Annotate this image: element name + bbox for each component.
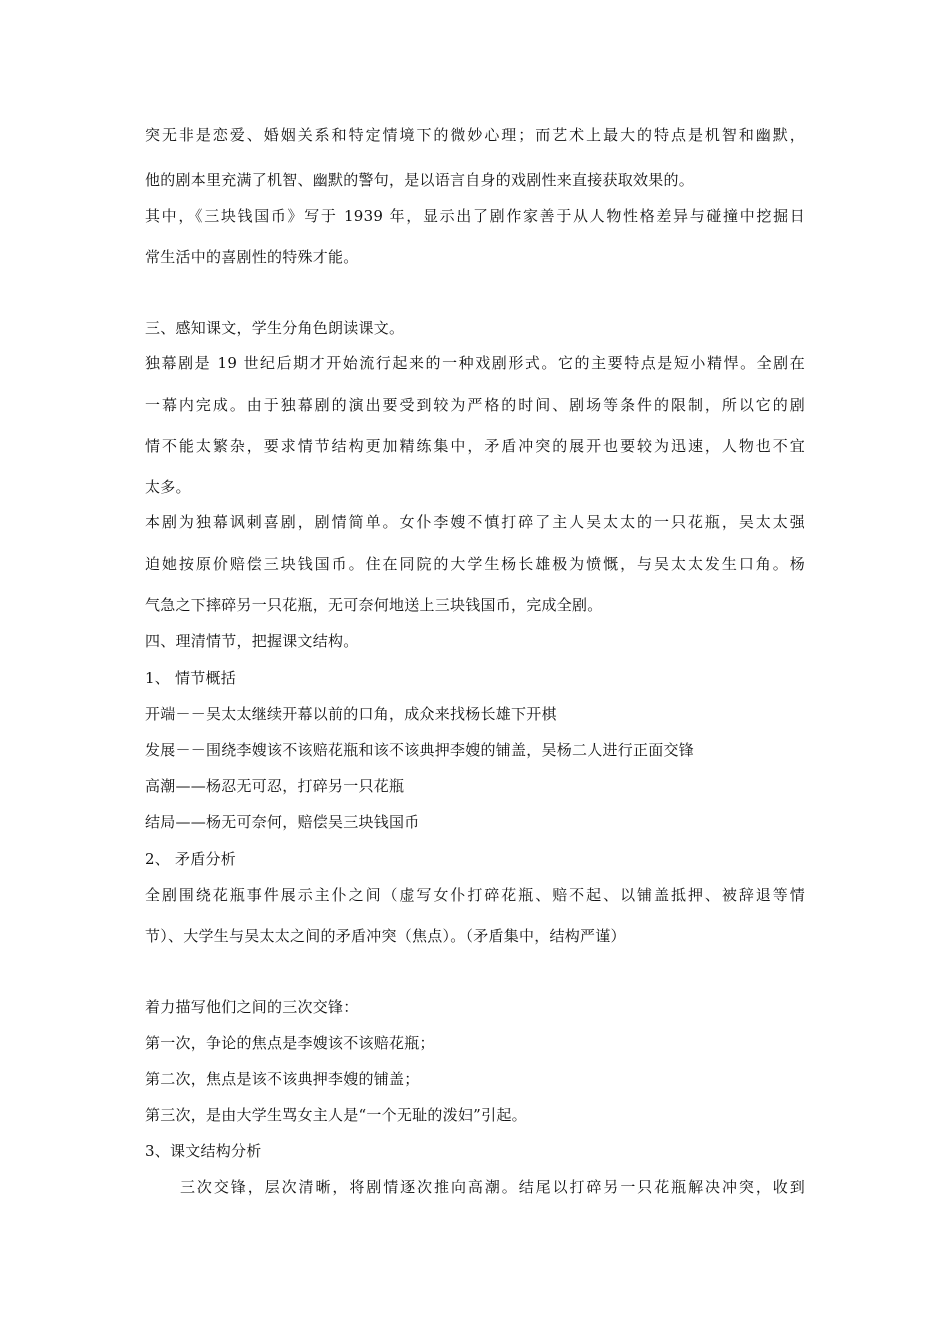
text-line: 全剧围绕花瓶事件展示主仆之间（虚写女仆打碎花瓶、赔不起、以铺盖抵押、被辞退等情 xyxy=(145,886,805,904)
text-line: 独幕剧是 19 世纪后期才开始流行起来的一种戏剧形式。它的主要特点是短小精悍。全剧在 xyxy=(145,354,805,372)
text-line: 着力描写他们之间的三次交锋： xyxy=(145,998,359,1016)
list-item: 第一次，争论的焦点是李嫂该不该赔花瓶； xyxy=(145,1034,435,1052)
text-line: 迫她按原价赔偿三块钱国币。住在同院的大学生杨长雄极为愤慨，与吴太太发生口角。杨 xyxy=(145,555,805,573)
text-line: 本剧为独幕讽刺喜剧，剧情简单。女仆李嫂不慎打碎了主人吴太太的一只花瓶，吴太太强 xyxy=(145,513,805,531)
section-heading: 三、感知课文，学生分角色朗读课文。 xyxy=(145,319,405,337)
subsection-heading: 3、课文结构分析 xyxy=(145,1142,262,1160)
list-item: 结局——杨无可奈何，赔偿吴三块钱国币 xyxy=(145,813,420,831)
list-item: 发展－－围绕李嫂该不该赔花瓶和该不该典押李嫂的铺盖，吴杨二人进行正面交锋 xyxy=(145,741,695,759)
subsection-heading: 2、 矛盾分析 xyxy=(145,850,237,868)
list-item: 开端－－吴太太继续开幕以前的口角，成众来找杨长雄下开棋 xyxy=(145,705,557,723)
section-heading: 四、理清情节，把握课文结构。 xyxy=(145,632,359,650)
text-line: 节）、大学生与吴太太之间的矛盾冲突（焦点）。（矛盾集中，结构严谨） xyxy=(145,927,626,945)
text-line: 情不能太繁杂，要求情节结构更加精练集中，矛盾冲突的展开也要较为迅速，人物也不宜 xyxy=(145,437,805,455)
text-line: 气急之下摔碎另一只花瓶，无可奈何地送上三块钱国币，完成全剧。 xyxy=(145,596,603,614)
list-item: 第三次，是由大学生骂女主人是“一个无耻的泼妇”引起。 xyxy=(145,1106,527,1124)
text-line: 三次交锋，层次清晰，将剧情逐次推向高潮。结尾以打碎另一只花瓶解决冲突，收到 xyxy=(180,1178,805,1196)
text-line: 常生活中的喜剧性的特殊才能。 xyxy=(145,248,359,266)
text-line: 其中，《三块钱国币》写于 1939 年，显示出了剧作家善于从人物性格差异与碰撞中挖掘日 xyxy=(145,207,805,225)
text-line: 太多。 xyxy=(145,478,191,496)
subsection-heading: 1、 情节概括 xyxy=(145,669,237,687)
list-item: 第二次，焦点是该不该典押李嫂的铺盖； xyxy=(145,1070,420,1088)
text-line: 他的剧本里充满了机智、幽默的警句，是以语言自身的戏剧性来直接获取效果的。 xyxy=(145,171,695,189)
text-line: 突无非是恋爱、婚姻关系和特定情境下的微妙心理；而艺术上最大的特点是机智和幽默， xyxy=(145,126,805,144)
list-item: 高潮——杨忍无可忍，打碎另一只花瓶 xyxy=(145,777,405,795)
text-line: 一幕内完成。由于独幕剧的演出要受到较为严格的时间、剧场等条件的限制，所以它的剧 xyxy=(145,396,805,414)
